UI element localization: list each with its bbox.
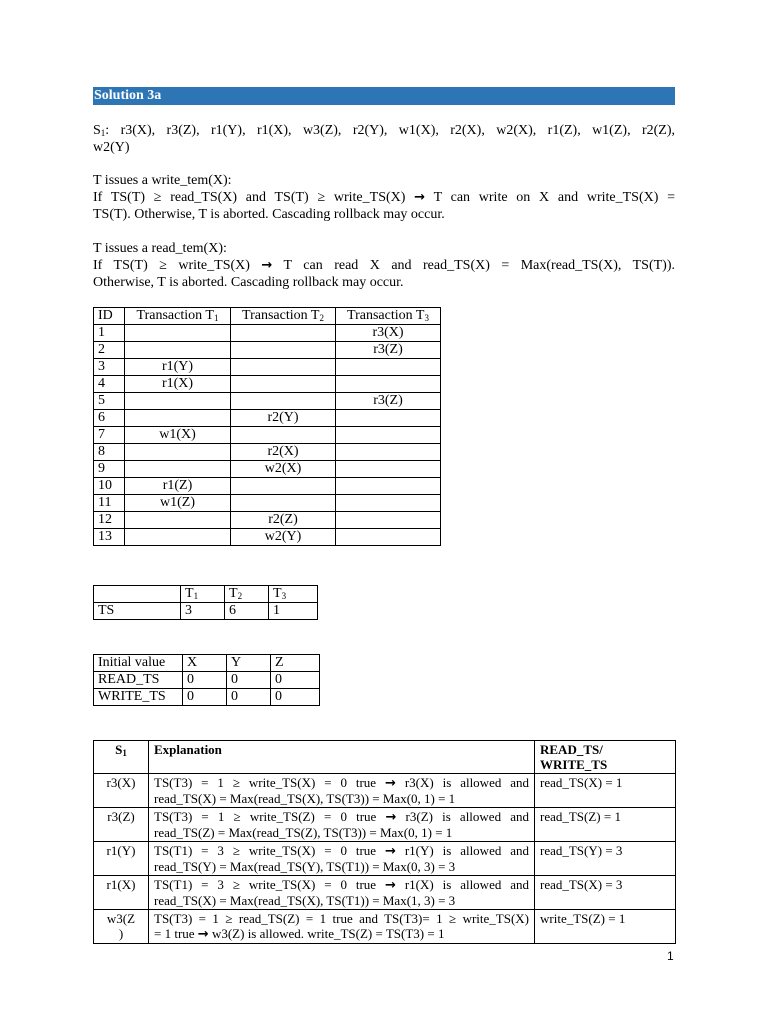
table-row: READ_TS 0 0 0 [94,672,320,689]
schedule-paragraph: $S_1$: r3(X), r3(Z), r1(Y), r1(X), w3(Z), r2(Y), w1(X), r2(X), w2(X), r1(Z), w1(Z), r2(Z), w2(Y) [93,123,675,155]
right-arrow-icon: → [385,878,396,893]
page-number: 1 [667,949,674,963]
table-header-row: Initial value X Y Z [94,655,320,672]
write-rule-title: T issues a write_tem(X): [93,173,232,188]
table-header-row: $T_1$ $T_2$ $T_3$ [94,586,318,603]
table-row: 6 r2(Y) [94,410,441,427]
table-row: 12 r2(Z) [94,512,441,529]
table-row: TS 3 6 1 [94,603,318,620]
right-arrow-icon: → [261,258,273,273]
schedule-ops-line1: : r3(X), r3(Z), r1(Y), r1(X), w3(Z), r2(Y), w1(X), r2(X), w2(X), r1(Z), w1(Z), r2(Z), [105,123,675,138]
read-rule-paragraph: T issues a read_tem(X): If TS(T) ≥ write_TS(X) → T can read X and read_TS(X) = Max(read_TS(X), TS(T)). Otherwise, T is aborted. Cascading rollback may occur. [93,241,675,290]
table-row: 8 r2(X) [94,444,441,461]
right-arrow-icon: → [385,844,396,859]
section-heading: Solution 3a [93,87,675,105]
table-row: 1 r3(X) [94,325,441,342]
initial-values-table [93,654,320,706]
table-row: r3(Z) TS(T3) = 1 ≥ write_TS(Z) = 0 true → r3(Z) is allowed and read_TS(Z) = Max(read_TS(Z), TS(T3)) = Max(0, 1) = 1 read_TS(Z) = 1 [94,808,676,842]
table-row: 3 r1(Y) [94,359,441,376]
right-arrow-icon: → [385,776,396,791]
schedule-table [93,307,441,546]
table-row: 13 w2(Y) [94,529,441,546]
table-row: r3(X) TS(T3) = 1 ≥ write_TS(X) = 0 true → r3(X) is allowed and read_TS(X) = Max(read_TS(X), TS(T3)) = Max(0, 1) = 1 read_TS(X) = 1 [94,774,676,808]
right-arrow-icon: → [414,190,426,205]
schedule-label: S [93,123,101,138]
table-header-row: $S_1$ Explanation READ_TS/ WRITE_TS [94,741,676,774]
write-rule-paragraph: T issues a write_tem(X): If TS(T) ≥ read_TS(X) and TS(T) ≥ write_TS(X) → T can write on X and write_TS(X) = TS(T). Otherwise, T is aborted. Cascading rollback may occur. [93,173,676,222]
table-row: 7 w1(X) [94,427,441,444]
explanation-table [93,740,676,944]
table-row: 2 r3(Z) [94,342,441,359]
read-rule-title: T issues a read_tem(X): [93,241,227,256]
timestamp-table [93,585,318,620]
table-row: 10 r1(Z) [94,478,441,495]
schedule-ops-line2: w2(Y) [93,140,130,155]
table-row: 4 r1(X) [94,376,441,393]
table-row: 11 w1(Z) [94,495,441,512]
right-arrow-icon: → [385,810,397,825]
table-row: 9 w2(X) [94,461,441,478]
table-row: 5 r3(Z) [94,393,441,410]
right-arrow-icon: → [197,927,209,942]
table-row: r1(Y) TS(T1) = 3 ≥ write_TS(X) = 0 true → r1(Y) is allowed and read_TS(Y) = Max(read_TS(Y), TS(T1)) = Max(0, 3) = 3 read_TS(Y) = 3 [94,842,676,876]
table-header-row: ID Transaction $T_1$ Transaction $T_2$ Transaction $T_3$ [94,308,441,325]
table-row: WRITE_TS 0 0 0 [94,689,320,706]
table-row: r1(X) TS(T1) = 3 ≥ write_TS(X) = 0 true → r1(X) is allowed and read_TS(X) = Max(read_TS(X), TS(T1)) = Max(1, 3) = 3 read_TS(X) = 3 [94,876,676,910]
table-row: w3(Z ) TS(T3) = 1 ≥ read_TS(Z) = 1 true and TS(T3)= 1 ≥ write_TS(X) = 1 true → w3(Z) is allowed. write_TS(Z) = TS(T3) = 1 write_TS(Z) = 1 [94,910,676,944]
